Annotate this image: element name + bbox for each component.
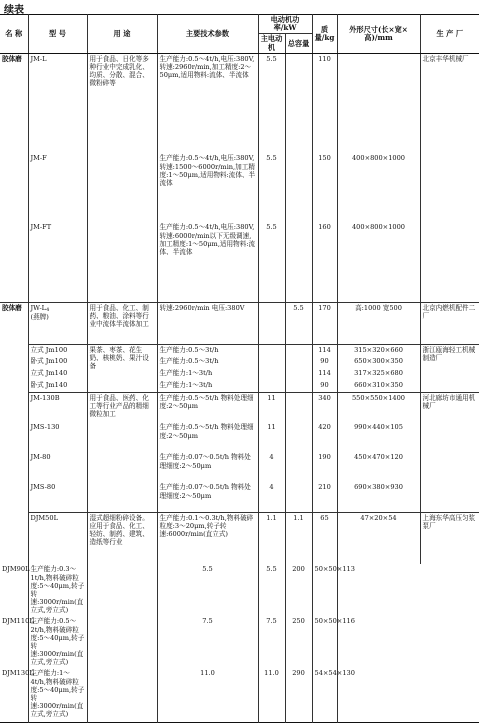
maker: 浙江瓯海轻工机械制造厂 <box>420 344 479 392</box>
specs: 转速:2960r/min 电压:380V <box>157 302 258 344</box>
power-main <box>258 368 285 380</box>
equipment-table <box>0 14 479 723</box>
header-name: 名 称 <box>0 15 28 54</box>
table-row <box>0 222 479 302</box>
mass: 90 <box>312 356 337 368</box>
power-total <box>285 422 312 452</box>
model-brand: (燕牌) <box>30 313 49 322</box>
table-row <box>0 512 479 564</box>
table-row <box>0 616 479 668</box>
dims: 50×50×113 <box>312 564 337 616</box>
mass: 190 <box>312 452 337 482</box>
power-total <box>285 153 312 222</box>
model: 卧式 Jm140 <box>28 380 87 392</box>
table-row <box>0 153 479 222</box>
power-main: 7.5 <box>157 616 258 668</box>
power-main: 4 <box>258 452 285 482</box>
dims: 650×300×350 <box>337 356 420 368</box>
power-main: 11 <box>258 392 285 422</box>
mass: 340 <box>312 392 337 422</box>
dims: 47×20×54 <box>337 512 420 564</box>
dims: 400×800×1000 <box>337 222 420 302</box>
power-main: 5.5 <box>258 153 285 222</box>
mass: 90 <box>312 380 337 392</box>
header-mass: 质量/kg <box>312 15 337 54</box>
power-main: 4 <box>258 482 285 512</box>
dims: 315×320×660 <box>337 344 420 356</box>
power-main <box>258 380 285 392</box>
mass: 65 <box>312 512 337 564</box>
mass: 160 <box>312 222 337 302</box>
power-total <box>285 482 312 512</box>
dims: 54×54×130 <box>312 668 337 722</box>
table-row <box>0 564 479 616</box>
model: DJM130L <box>0 668 28 722</box>
header-dims: 外形尺寸(长×宽×高)/mm <box>337 15 420 54</box>
dims: 550×550×1400 <box>337 392 420 422</box>
power-main <box>258 302 285 344</box>
dims: 高:1000 宽500 <box>337 302 420 344</box>
model: JMS-80 <box>28 482 87 512</box>
specs: 生产能力:1～3t/h <box>157 368 258 380</box>
specs: 生产能力:0.07～0.5t/h 物料处理细度:2～50μm <box>157 452 258 482</box>
power-total: 11.0 <box>258 668 285 722</box>
use: 用于食品、医药、化工等行业产品的精细微粒加工 <box>87 392 157 512</box>
table-row <box>0 482 479 512</box>
maker: 北京丰华机械厂 <box>420 53 479 302</box>
mass: 170 <box>312 302 337 344</box>
mass: 250 <box>285 616 312 668</box>
power-main <box>258 344 285 356</box>
power-total <box>285 222 312 302</box>
use: 果茶、枣茶、花生奶、核桃奶、果汁设备 <box>87 344 157 392</box>
power-total <box>285 452 312 482</box>
header-power-main: 主电动机 <box>258 34 285 53</box>
model: 立式 Jm100 <box>28 344 87 356</box>
model-name: JW-L <box>30 303 47 312</box>
table-row <box>0 344 479 356</box>
table-row <box>0 302 479 344</box>
maker: 北京内燃机配件二厂 <box>420 302 479 344</box>
mass: 114 <box>312 344 337 356</box>
power-main: 5.5 <box>258 222 285 302</box>
power-main: 11.0 <box>157 668 258 722</box>
dims: 690×380×930 <box>337 482 420 512</box>
mass: 150 <box>312 153 337 222</box>
header-power: 电动机功率/kW <box>258 15 312 34</box>
power-total: 1.1 <box>285 512 312 564</box>
power-main: 5.5 <box>258 53 285 153</box>
table-row <box>0 452 479 482</box>
mass: 290 <box>285 668 312 722</box>
specs: 生产能力:0.1～0.3t/h,物料破碎粒度:3～20μm,转子转速:6000r/min(直立式) <box>157 512 258 564</box>
dims <box>337 53 420 153</box>
mass: 420 <box>312 422 337 452</box>
specs: 生产能力:0.5～5t/h 物料处理细度:2～50μm <box>157 422 258 452</box>
use: 用于食品、日化等多种行业中完成乳化、均质、分散、混合、微粉碎等 <box>87 53 157 302</box>
model: 卧式 Jm100 <box>28 356 87 368</box>
table-row <box>0 368 479 380</box>
model-subscript: 4 <box>46 306 50 313</box>
header-maker: 生 产 厂 <box>420 15 479 54</box>
power-total <box>285 392 312 422</box>
page-caption: 续表 <box>4 5 24 16</box>
power-main: 5.5 <box>157 564 258 616</box>
power-main: 11 <box>258 422 285 452</box>
specs: 生产能力:1～3t/h <box>157 380 258 392</box>
power-total <box>285 53 312 153</box>
model: JM-80 <box>28 452 87 482</box>
specs: 生产能力:0.5～4t/h,电压:380V,转速:6000r/min以下无级调速,加工精度:1～50μm,适用物料:流体、半流体 <box>157 222 258 302</box>
specs: 生产能力:0.07～0.5t/h 物料处理细度:2～50μm <box>157 482 258 512</box>
dims: 317×325×680 <box>337 368 420 380</box>
specs: 生产能力:0.3～1t/h,物料破碎粒度:5～40μm,转子转速:3000r/min(直立式,旁立式) <box>28 564 87 616</box>
table-row <box>0 53 479 153</box>
specs: 生产能力:0.5～2t/h,物料破碎粒度:5～40μm,转子转速:3000r/min(直立式,旁立式) <box>28 616 87 668</box>
dims: 990×440×105 <box>337 422 420 452</box>
model: JMS-130 <box>28 422 87 452</box>
group-name: 胶体磨 <box>0 302 28 564</box>
model <box>28 302 87 344</box>
maker: 上海东华高压匀浆泵厂 <box>420 512 479 722</box>
model: JM-F <box>28 153 87 222</box>
table-row <box>0 668 479 722</box>
group-name: 胶体磨 <box>0 53 28 302</box>
header-use: 用 途 <box>87 15 157 54</box>
dims: 450×470×120 <box>337 452 420 482</box>
model: JM-130B <box>28 392 87 422</box>
power-total: 5.5 <box>285 302 312 344</box>
power-total: 7.5 <box>258 616 285 668</box>
table-row <box>0 356 479 368</box>
table-row <box>0 380 479 392</box>
specs: 生产能力:0.5～3t/h <box>157 344 258 356</box>
power-main <box>258 356 285 368</box>
specs: 生产能力:1～4t/h,物料破碎粒度:5～40μm,转子转速:3000r/min(直立式,旁立式) <box>28 668 87 722</box>
power-total <box>285 380 312 392</box>
mass: 110 <box>312 53 337 153</box>
table-row <box>0 422 479 452</box>
model: JM-FT <box>28 222 87 302</box>
mass: 114 <box>312 368 337 380</box>
power-total: 5.5 <box>258 564 285 616</box>
model: DJM110L <box>0 616 28 668</box>
dims: 50×50×116 <box>312 616 337 668</box>
dims: 660×310×350 <box>337 380 420 392</box>
specs: 生产能力:0.5～4t/h,电压:380V,转速:2960r/min,加工精度:2～50μm,适用物料:流体、半流体 <box>157 53 258 153</box>
specs: 生产能力:0.5～4t/h,电压:380V,转速:1500～6000r/min,加工精度:1～50μm,适用物料:流体、半流体 <box>157 153 258 222</box>
power-main: 1.1 <box>258 512 285 564</box>
power-total <box>285 368 312 380</box>
table-row <box>0 392 479 422</box>
specs: 生产能力:0.5～3t/h <box>157 356 258 368</box>
model: DJM90L <box>0 564 28 616</box>
power-total <box>285 356 312 368</box>
header-power-total: 总容量 <box>285 34 312 53</box>
model: JM-L <box>28 53 87 153</box>
model: 立式 Jm140 <box>28 368 87 380</box>
maker: 河北廊坊市通用机械厂 <box>420 392 479 512</box>
specs: 生产能力:0.5～5t/h 物料处理细度:2～50μm <box>157 392 258 422</box>
dims: 400×800×1000 <box>337 153 420 222</box>
use: 湿式超细粉碎设备。应用于食品、化工、轻纺、制药、建筑、造纸等行业 <box>87 512 157 722</box>
mass: 210 <box>312 482 337 512</box>
power-total <box>285 344 312 356</box>
header-model: 型 号 <box>28 15 87 54</box>
model: DJM50L <box>28 512 87 564</box>
mass: 200 <box>285 564 312 616</box>
use: 用于食品、化工、制药、粮油、涂料等行业中流体半流体加工 <box>87 302 157 344</box>
header-specs: 主要技术参数 <box>157 15 258 54</box>
